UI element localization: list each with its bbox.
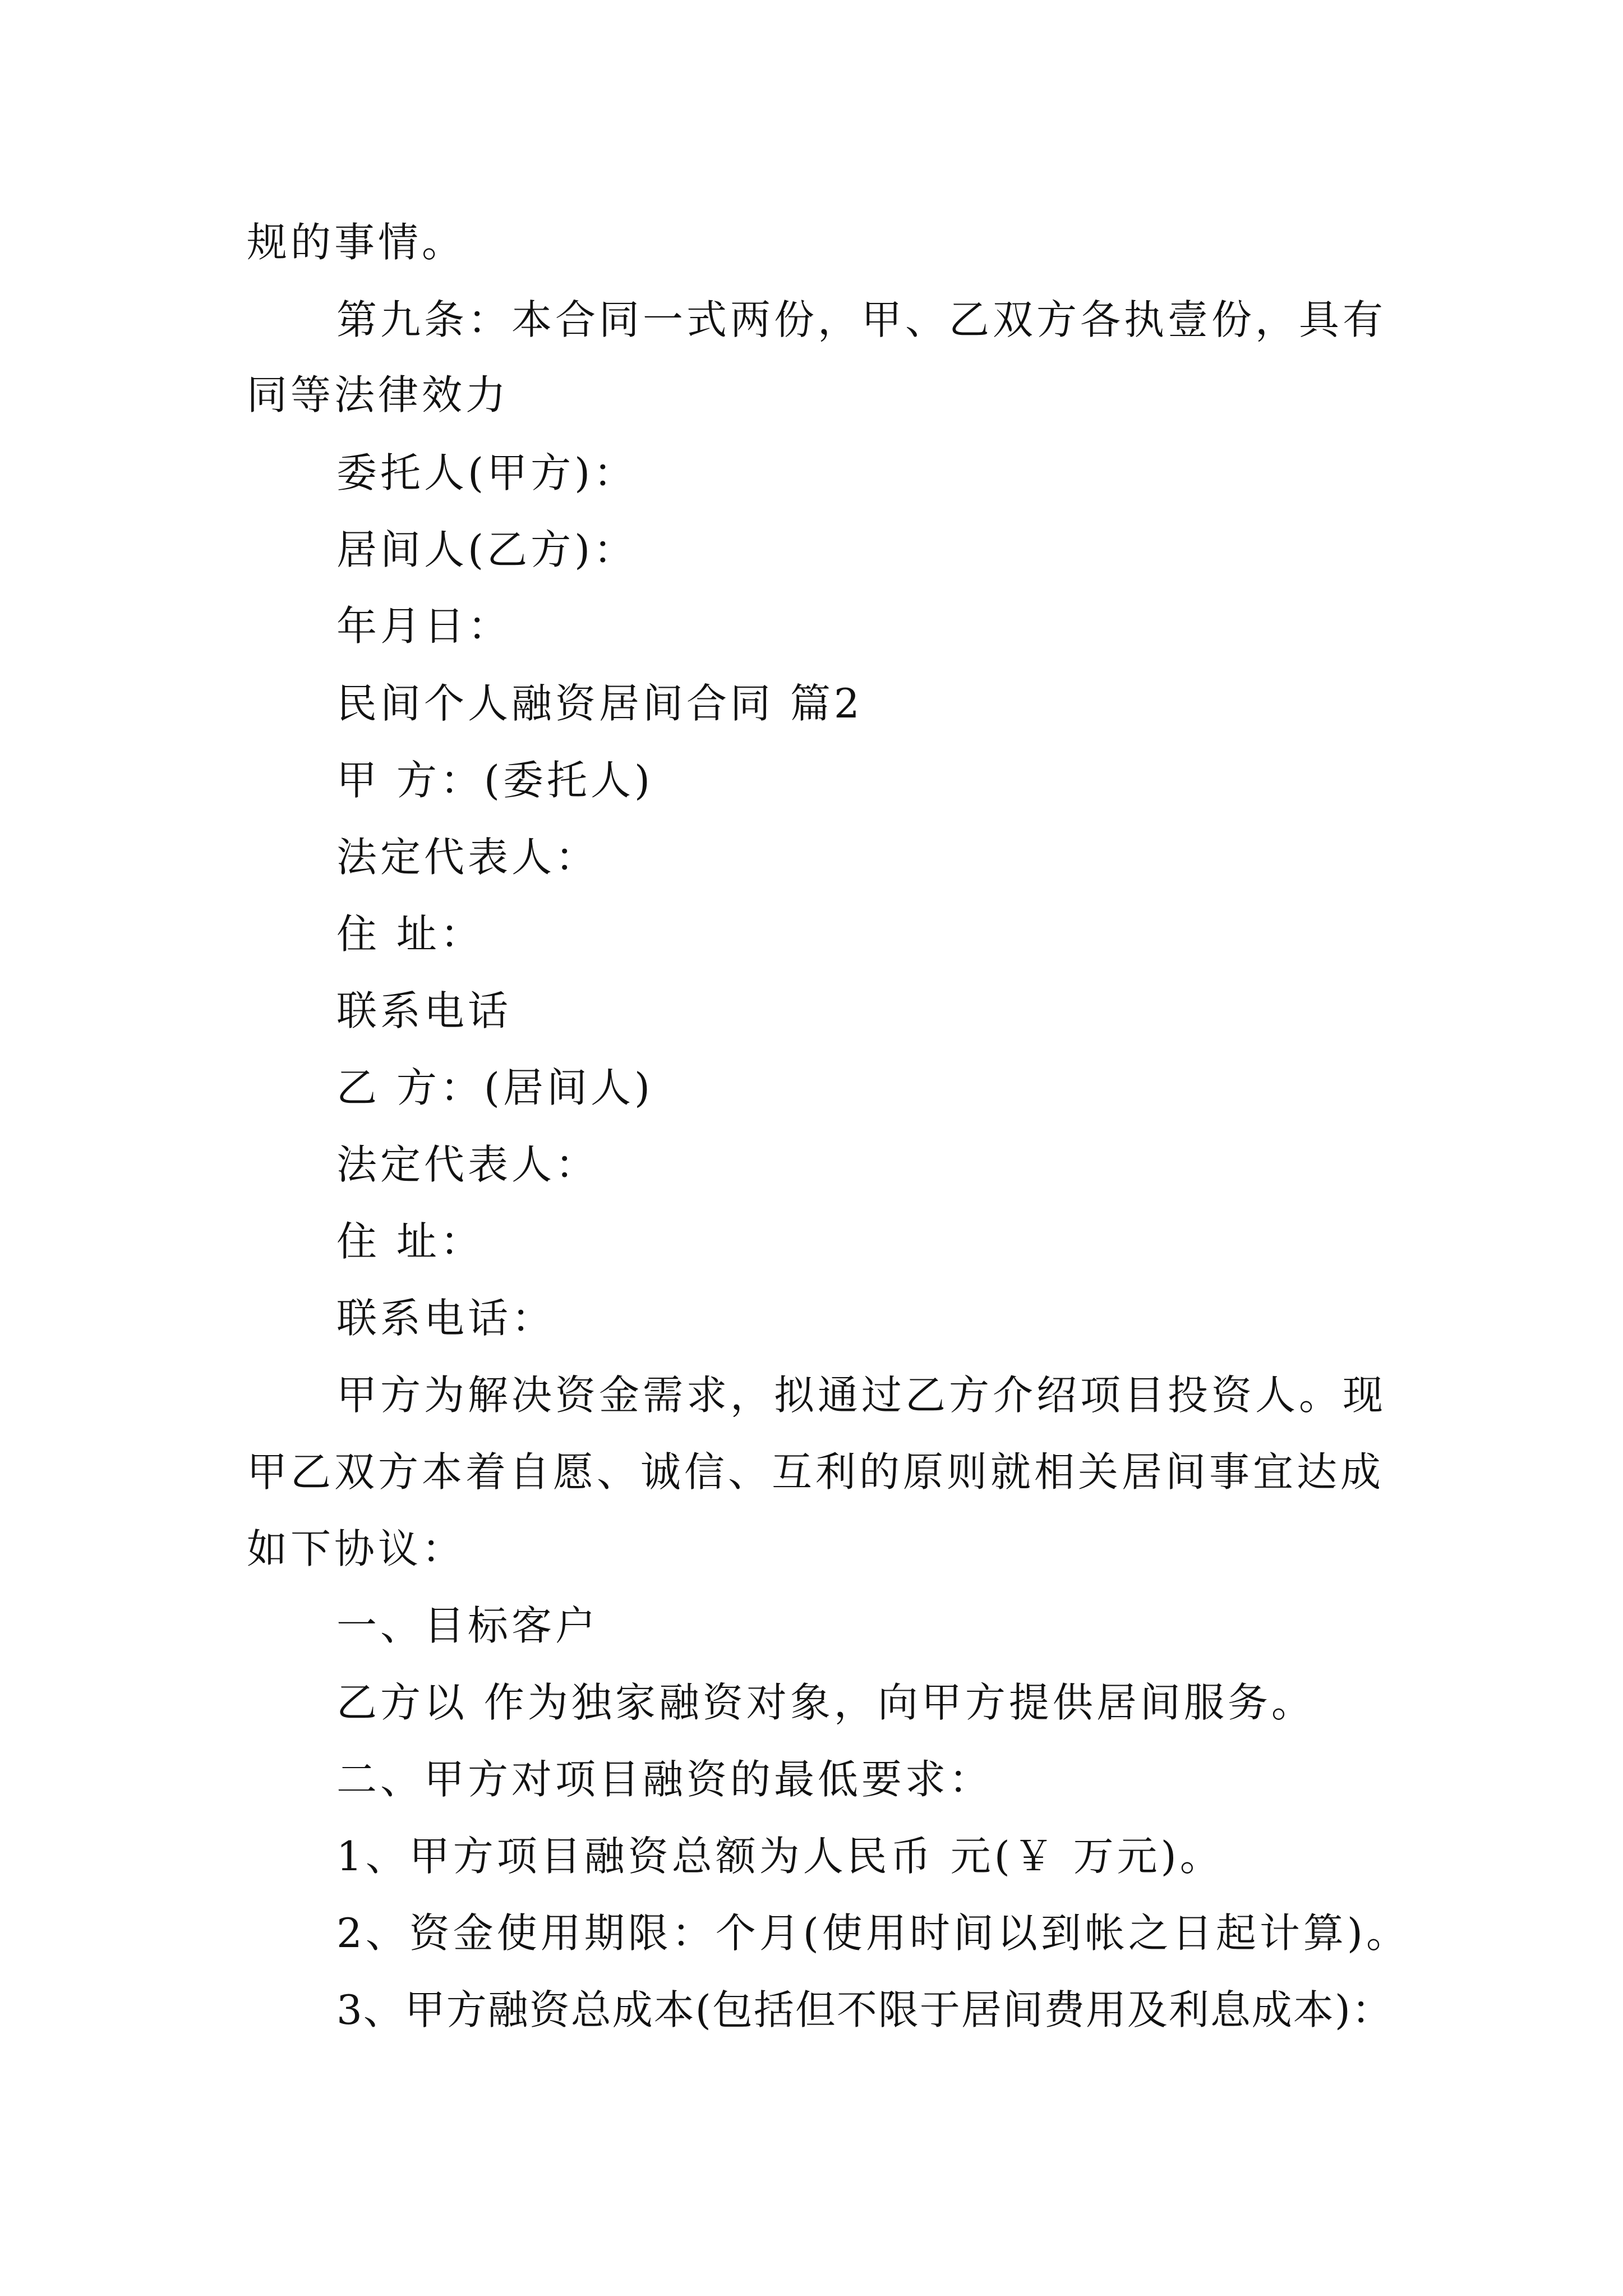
party-b-label: 乙 方：(居间人) <box>336 1064 654 1111</box>
client-signature-label: 委托人(甲方)： <box>336 449 638 496</box>
party-a-legal-rep-label: 法定代表人： <box>336 834 600 881</box>
party-a-phone-label: 联系电话 <box>336 987 512 1034</box>
party-a-address-label: 住 址： <box>336 910 484 958</box>
clause-item: 2、资金使用期限：个月(使用时间以到帐之日起计算)。 <box>336 1910 1410 1957</box>
clause-text: 乙方以 作为独家融资对象，向甲方提供居间服务。 <box>336 1679 1315 1726</box>
party-b-phone-label: 联系电话： <box>336 1295 556 1342</box>
section-title: 民间个人融资居间合同 篇2 <box>336 680 863 727</box>
text-line: 如下协议： <box>247 1525 466 1572</box>
party-a-label: 甲 方：(委托人) <box>336 757 654 804</box>
text-line: 同等法律效力 <box>247 371 510 418</box>
text-line: 甲乙双方本着自愿、诚信、互利的原则就相关居间事宜达成 <box>247 1448 1385 1496</box>
clause-item: 3、甲方融资总成本(包括但不限于居间费用及利息成本)： <box>336 1986 1393 2033</box>
party-b-legal-rep-label: 法定代表人： <box>336 1141 600 1188</box>
date-label: 年月日： <box>336 602 512 650</box>
text-line: 规的事情。 <box>247 219 466 266</box>
preamble-paragraph: 甲方为解决资金需求，拟通过乙方介绍项目投资人。现 <box>336 1372 1387 1419</box>
broker-signature-label: 居间人(乙方)： <box>336 526 638 573</box>
article-nine-paragraph: 第九条：本合同一式两份，甲、乙双方各执壹份，具有 <box>336 296 1387 343</box>
clause-heading: 一、目标客户 <box>336 1602 600 1649</box>
party-b-address-label: 住 址： <box>336 1218 484 1265</box>
clause-item: 1、甲方项目融资总额为人民币 元(￥ 万元)。 <box>336 1833 1224 1880</box>
clause-heading: 二、甲方对项目融资的最低要求： <box>336 1756 993 1803</box>
